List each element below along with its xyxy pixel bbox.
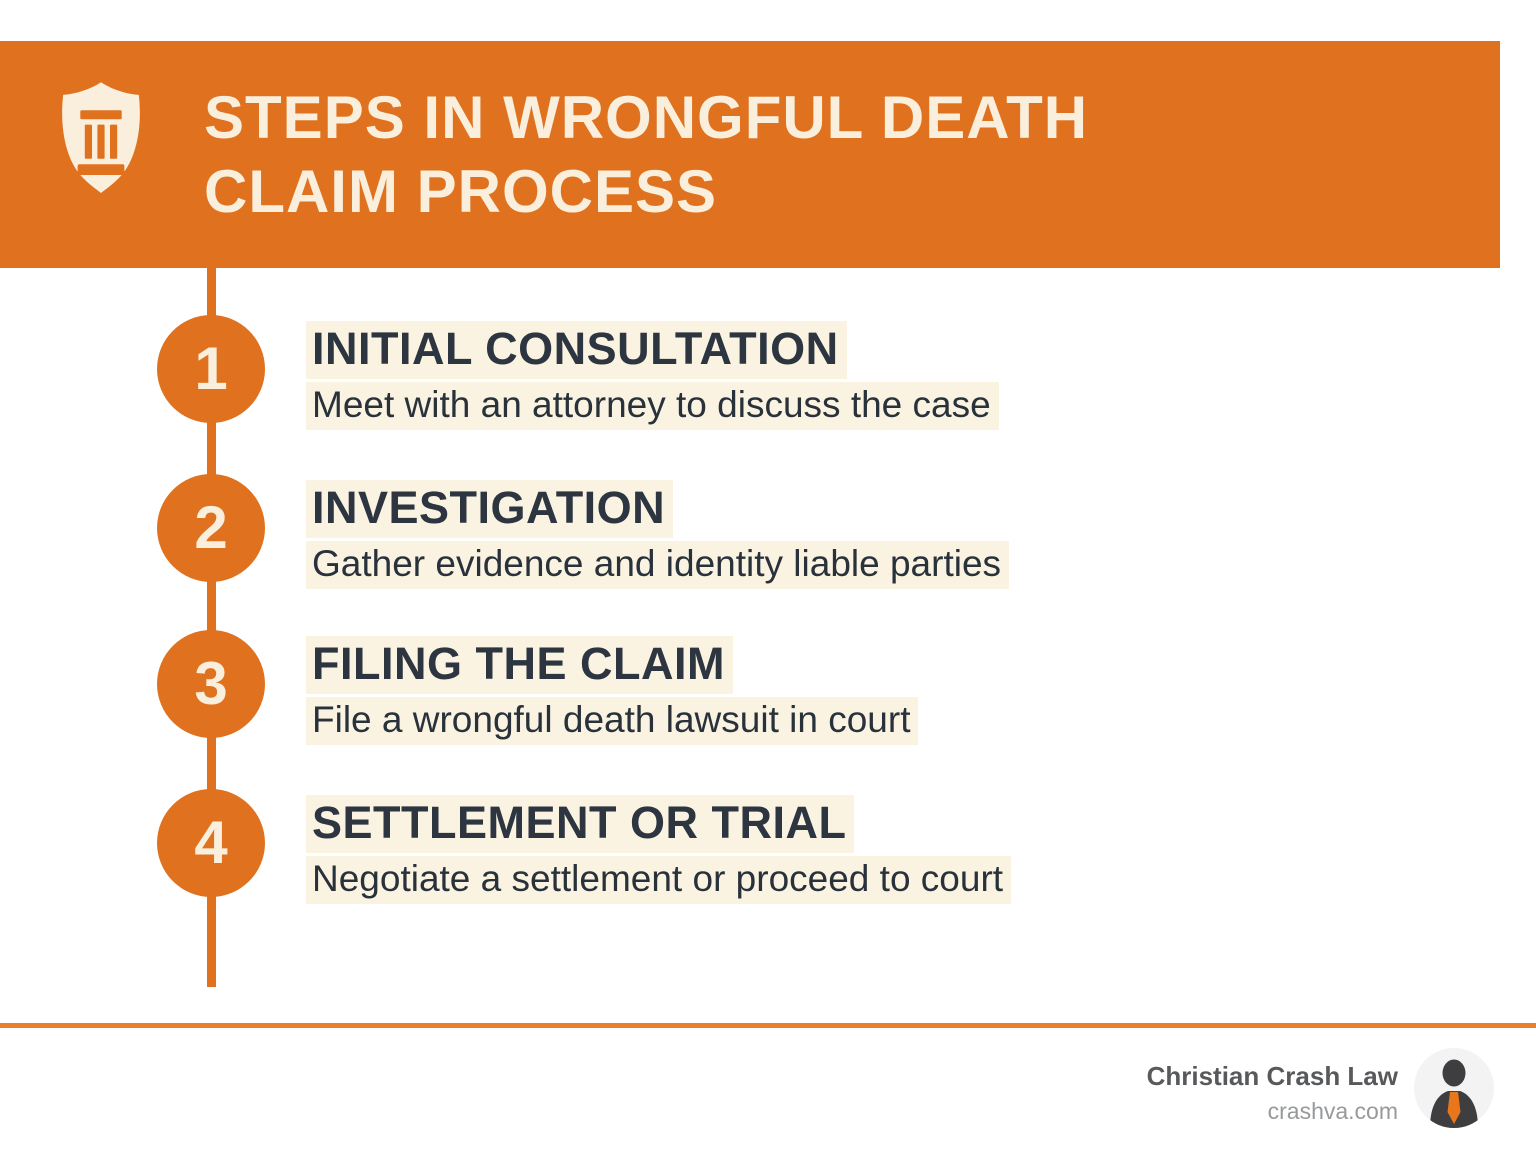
step-title: INITIAL CONSULTATION	[306, 321, 847, 379]
step-title: INVESTIGATION	[306, 480, 673, 538]
page-title	[204, 81, 1088, 229]
footer-attribution	[1147, 1061, 1398, 1125]
step-title: FILING THE CLAIM	[306, 636, 733, 694]
step-title: SETTLEMENT OR TRIAL	[306, 795, 854, 853]
footer-website-link[interactable]: crashva.com	[1267, 1098, 1398, 1124]
header-band	[0, 41, 1500, 268]
step-description: File a wrongful death lawsuit in court	[306, 697, 918, 745]
step-description: Meet with an attorney to discuss the case	[306, 382, 999, 430]
person-avatar-icon	[1414, 1048, 1494, 1128]
step-description: Gather evidence and identity liable parties	[306, 541, 1009, 589]
footer-divider-line	[0, 1023, 1536, 1028]
step-number-badge: 3	[157, 630, 265, 738]
page-title-line2: CLAIM PROCESS	[204, 158, 718, 225]
step-number-badge: 1	[157, 315, 265, 423]
step-item-3	[0, 630, 1500, 760]
step-number-badge: 4	[157, 789, 265, 897]
step-description: Negotiate a settlement or proceed to court	[306, 856, 1011, 904]
courthouse-shield-icon	[56, 79, 146, 199]
page-title-line1: STEPS IN WRONGFUL DEATH	[204, 84, 1089, 151]
step-item-4	[0, 789, 1500, 919]
step-number-badge: 2	[157, 474, 265, 582]
step-item-2	[0, 474, 1500, 604]
footer-company-name: Christian Crash Law	[1146, 1061, 1398, 1091]
step-item-1	[0, 315, 1500, 445]
